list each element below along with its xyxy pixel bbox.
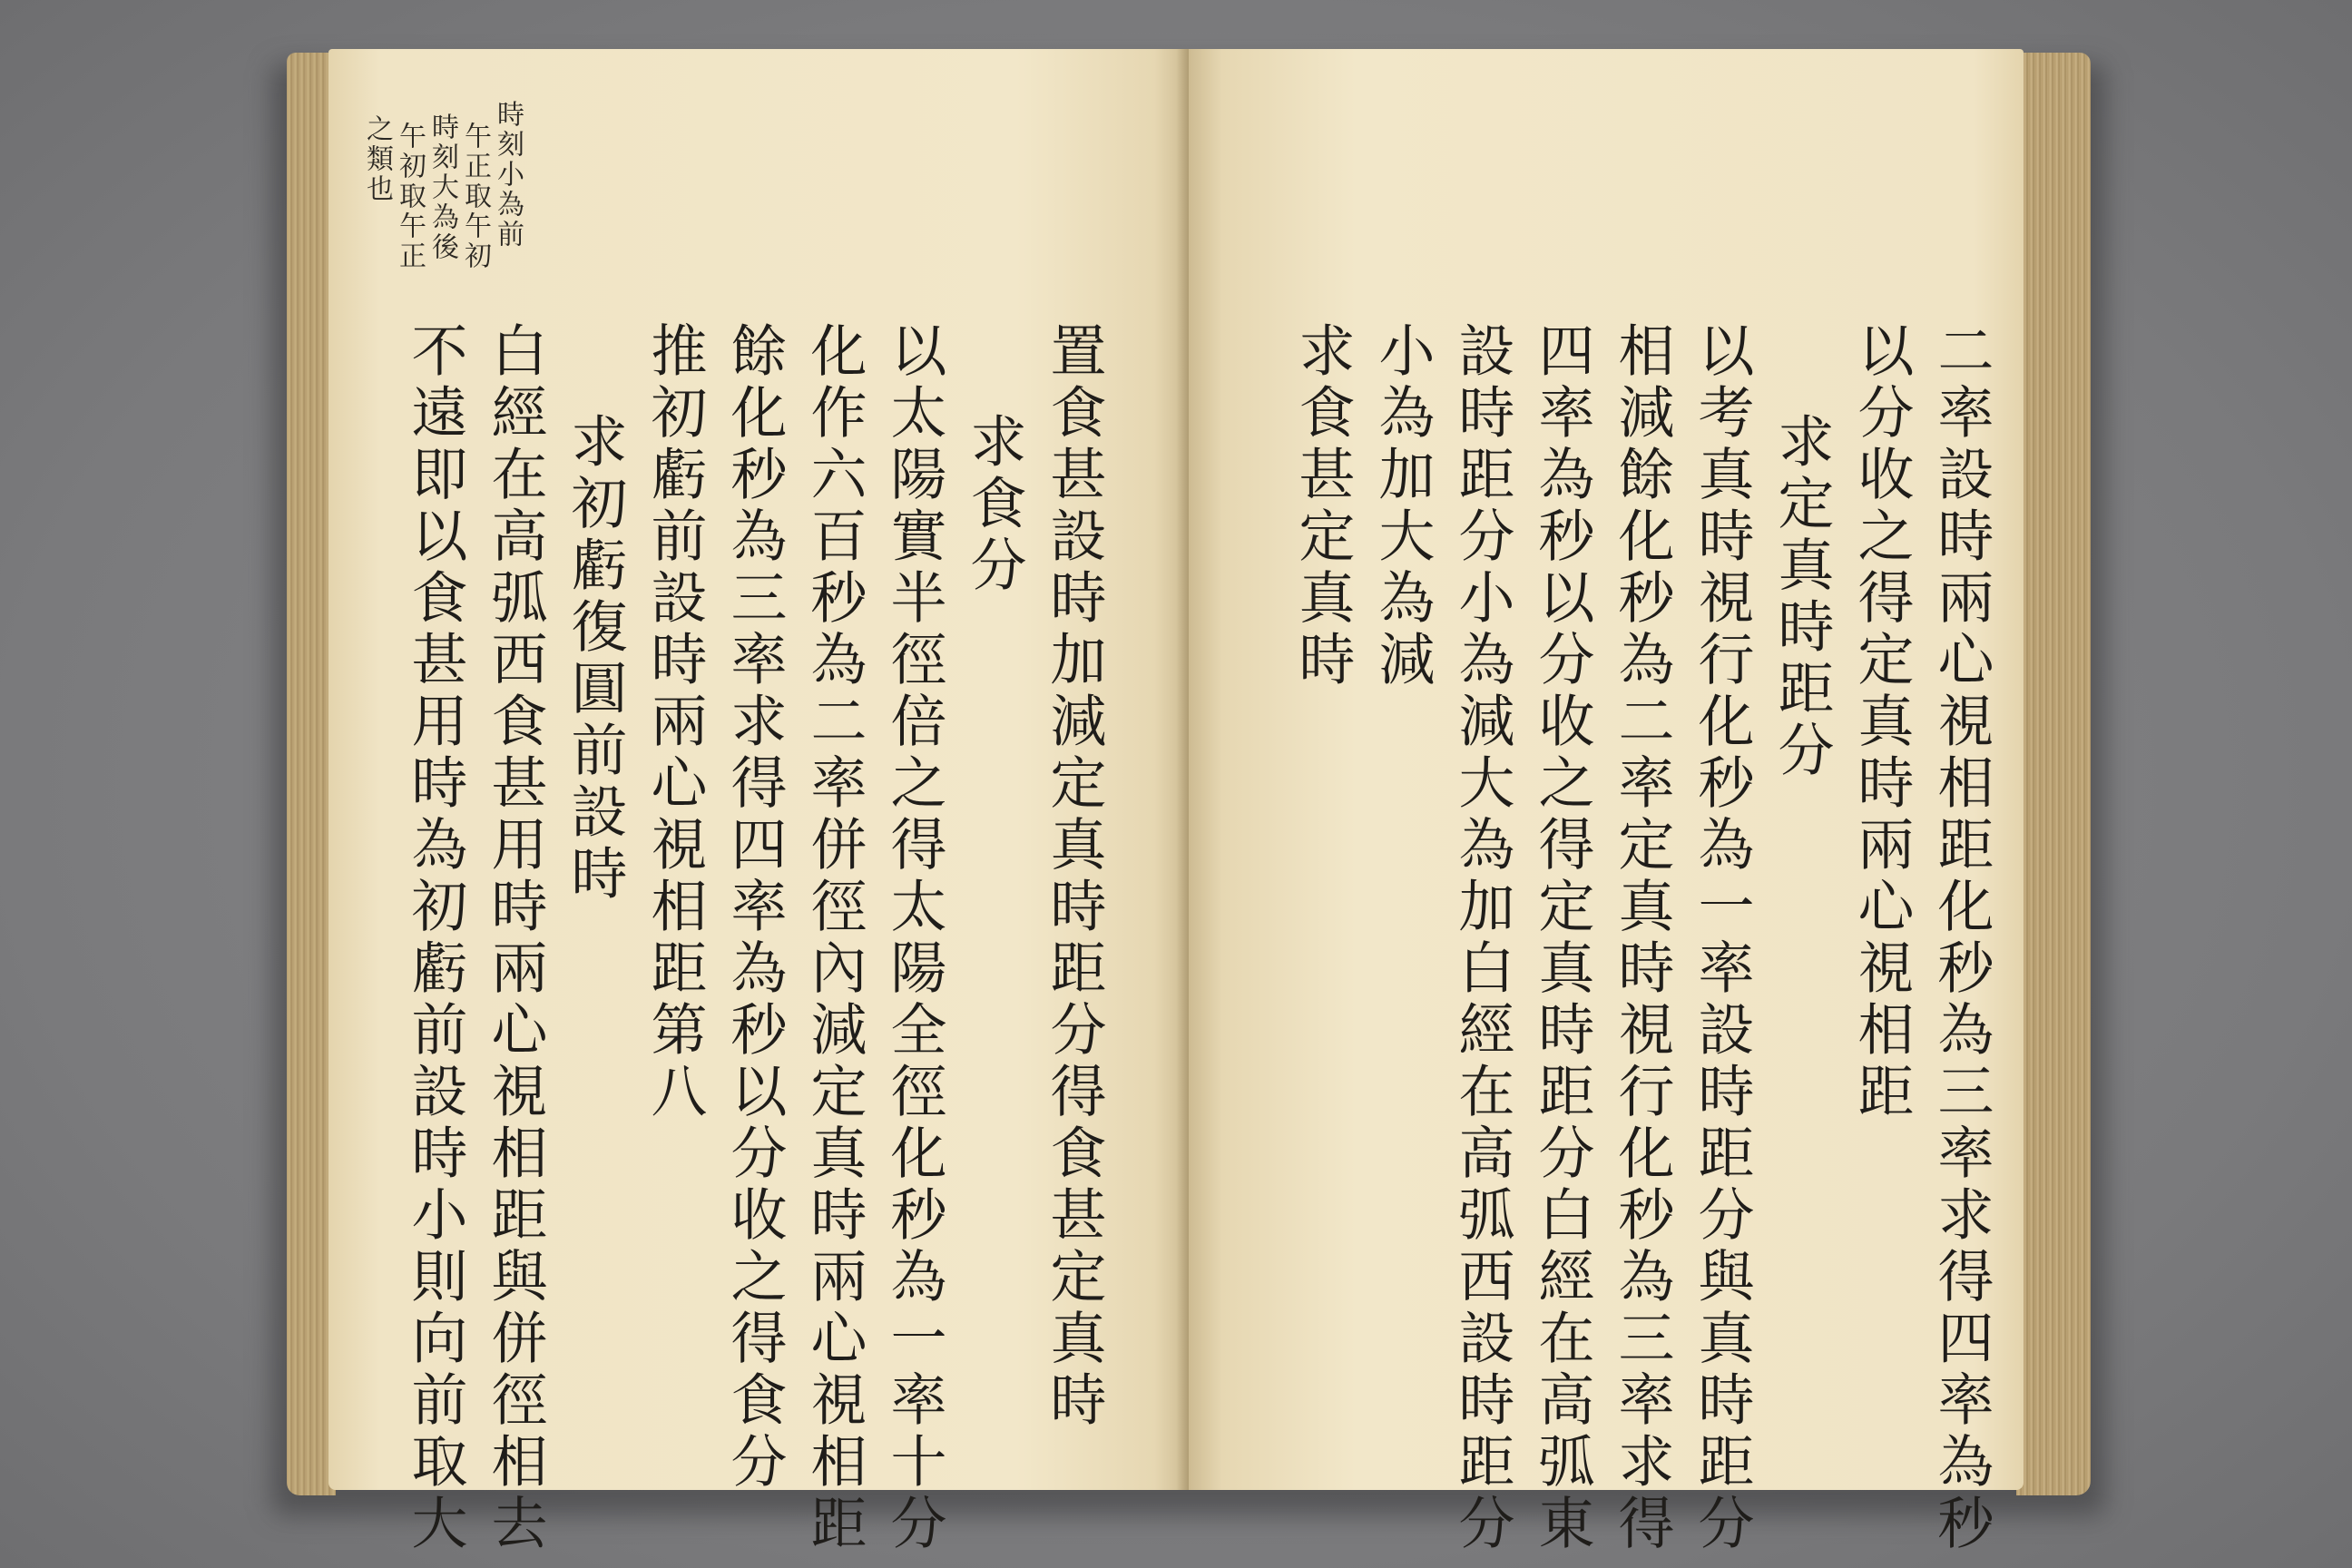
- margin-note-1: 時刻小為前: [492, 100, 524, 250]
- text-column-1: 二率設時兩心視相距化秒為三率求得四率為秒: [1928, 321, 1994, 1555]
- text-column-8: 白經在高弧西食甚用時兩心視相距與併徑相去: [482, 321, 548, 1555]
- right-page-edges: [2016, 53, 2091, 1495]
- margin-note-5: 之類也: [361, 114, 393, 204]
- margin-note-2: 午正取午初: [459, 122, 491, 271]
- text-column-8: 小為加大為減: [1369, 321, 1436, 691]
- text-column-2: 求食分: [961, 412, 1027, 597]
- text-column-6: 推初虧前設時兩心視相距第八: [642, 321, 708, 1123]
- text-column-1: 置食甚設時加減定真時距分得食甚定真時: [1041, 321, 1107, 1432]
- text-column-5: 相減餘化秒為二率定真時視行化秒為三率求得: [1609, 321, 1675, 1555]
- margin-note-3: 時刻大為後: [426, 113, 458, 262]
- text-column-9: 求食甚定真時: [1289, 321, 1356, 691]
- text-column-7: 設時距分小為減大為加白經在高弧西設時距分: [1449, 321, 1515, 1555]
- left-page: [328, 49, 1189, 1555]
- margin-note-4: 午初取午正: [394, 122, 426, 271]
- text-column-3: 求定真時距分: [1769, 412, 1835, 782]
- text-column-2: 以分收之得定真時兩心視相距: [1848, 321, 1915, 1123]
- right-page: [1189, 49, 2024, 1555]
- text-column-5: 餘化秒為三率求得四率為秒以分收之得食分: [721, 321, 788, 1494]
- text-column-6: 四率為秒以分收之得定真時距分白經在高弧東: [1529, 321, 1595, 1555]
- text-column-9: 不遠即以食甚用時為初虧前設時小則向前取大: [402, 321, 468, 1555]
- text-column-3: 以太陽實半徑倍之得太陽全徑化秒為一率十分: [881, 321, 947, 1555]
- text-column-4: 以考真時視行化秒為一率設時距分與真時距分: [1689, 321, 1755, 1555]
- text-column-7: 求初虧復圓前設時: [562, 412, 628, 906]
- text-column-4: 化作六百秒為二率併徑內減定真時兩心視相距: [801, 321, 867, 1555]
